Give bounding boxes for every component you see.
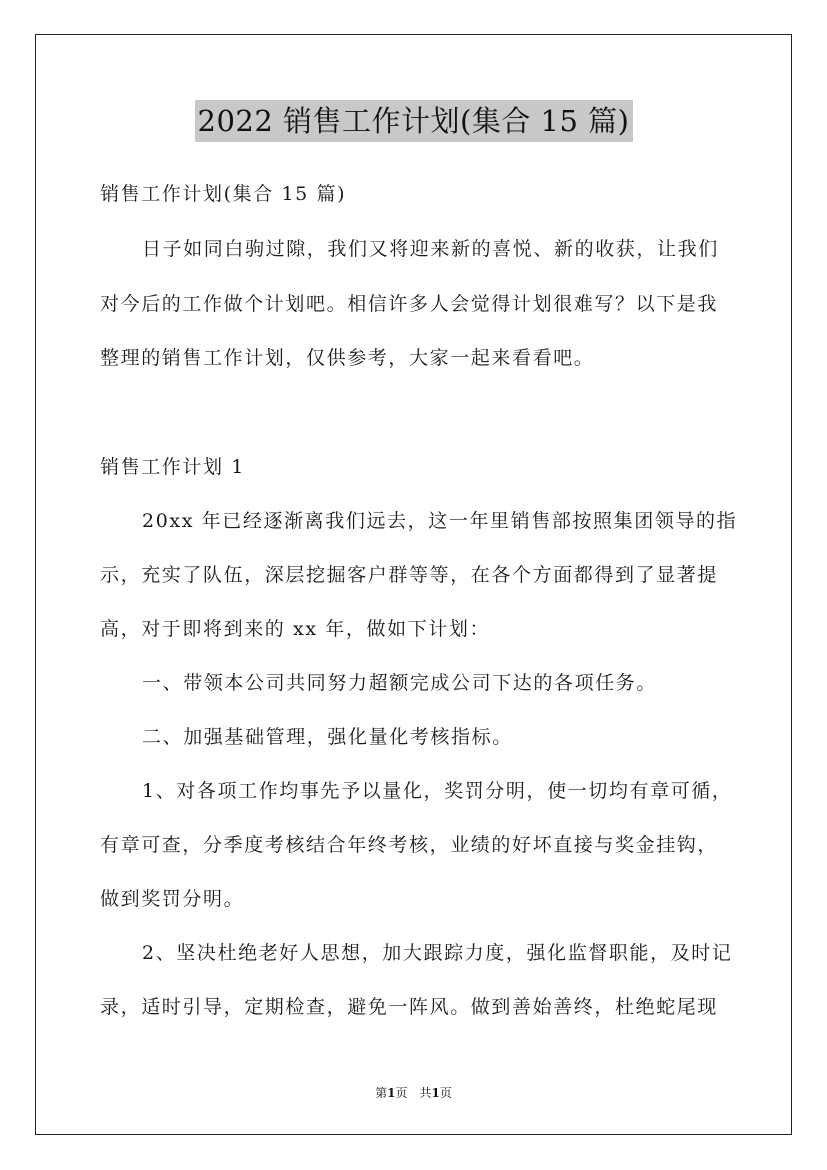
- subtitle-line: 销售工作计划(集合 15 篇): [100, 183, 347, 205]
- page-suffix: 页: [439, 1086, 452, 1100]
- paragraph-line: 有章可查，分季度考核结合年终考核，业绩的好坏直接与奖金挂钩，: [100, 834, 719, 856]
- page-mid: 页 共: [395, 1086, 432, 1100]
- paragraph-line: 录，适时引导，定期检查，避免一阵风。做到善始善终，杜绝蛇尾现: [100, 996, 719, 1018]
- paragraph-line: 整理的销售工作计划，仅供参考，大家一起来看看吧。: [100, 347, 595, 369]
- paragraph-line: 一、带领本公司共同努力超额完成公司下达的各项任务。: [142, 672, 658, 694]
- page-number-footer: [0, 1085, 827, 1101]
- page-prefix: 第: [375, 1086, 388, 1100]
- paragraph-line: 示，充实了队伍，深层挖掘客户群等等，在各个方面都得到了显著提: [100, 564, 719, 586]
- paragraph-line: 日子如同白驹过隙，我们又将迎来新的喜悦、新的收获，让我们: [142, 238, 719, 260]
- page-total: 1: [431, 1086, 440, 1100]
- document-title: 2022 销售工作计划(集合 15 篇): [195, 100, 633, 142]
- paragraph-line: 高，对于即将到来的 xx 年，做如下计划：: [100, 618, 491, 640]
- page-current: 1: [387, 1086, 396, 1100]
- paragraph-line: 1、对各项工作均事先予以量化，奖罚分明，使一切均有章可循，: [142, 780, 733, 802]
- paragraph-line: 做到奖罚分明。: [100, 888, 245, 910]
- paragraph-line: 20xx 年已经逐渐离我们远去，这一年里销售部按照集团领导的指: [142, 510, 738, 532]
- section-heading: 销售工作计划 1: [100, 456, 245, 478]
- paragraph-line: 对今后的工作做个计划吧。相信许多人会觉得计划很难写？以下是我: [100, 293, 719, 315]
- title-container: [0, 100, 827, 142]
- paragraph-line: 二、加强基础管理，强化量化考核指标。: [142, 726, 513, 748]
- paragraph-line: 2、坚决杜绝老好人思想，加大跟踪力度，强化监督职能，及时记: [142, 942, 733, 964]
